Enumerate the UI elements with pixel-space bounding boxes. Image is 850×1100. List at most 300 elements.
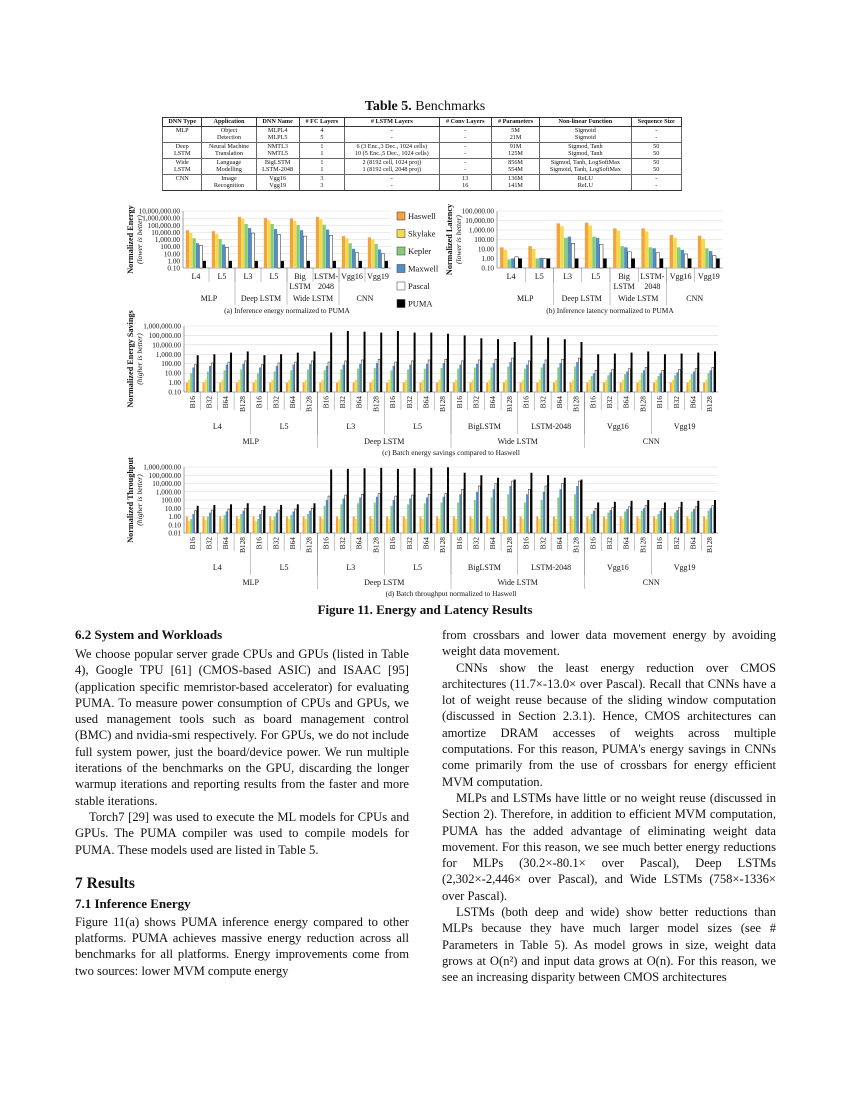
bar-kepler bbox=[620, 246, 623, 268]
bar-maxwell bbox=[543, 492, 545, 533]
bar-haswell bbox=[486, 517, 488, 534]
bar-haswell bbox=[203, 517, 205, 534]
x-tick-label: B32 bbox=[338, 396, 348, 409]
paragraph: LSTMs (both deep and wide) show better reductions than MLPs because they have much larger model sizes (see # Parameters in Table 5). As model grows in size, weight data grows at O(n²) and input data grows at O(n). For this reason, we see an increasing disparity between CMOS architectures bbox=[442, 905, 776, 985]
x-tick-label: B16 bbox=[187, 537, 197, 550]
bar-skylake bbox=[205, 380, 207, 392]
table-cell: 16 bbox=[439, 182, 491, 190]
bar-skylake bbox=[293, 221, 296, 268]
bar-maxwell bbox=[209, 513, 211, 533]
bar-haswell bbox=[319, 383, 321, 392]
y-tick-label: 10,000.00 bbox=[152, 480, 181, 488]
bar-kepler bbox=[193, 238, 196, 268]
model-label: L5 bbox=[279, 563, 289, 572]
bar-maxwell bbox=[352, 249, 355, 268]
y-axis-sublabel: (lower is better) bbox=[135, 215, 144, 264]
bar-puma bbox=[380, 468, 382, 533]
bar-puma bbox=[631, 259, 634, 269]
y-axis-label: Normalized Latency bbox=[445, 203, 454, 276]
y-tick-label: 1,000.00 bbox=[468, 226, 494, 235]
bar-puma bbox=[681, 502, 683, 533]
bar-maxwell bbox=[222, 244, 225, 268]
bar-kepler bbox=[390, 370, 392, 392]
table-cell: MLP bbox=[163, 126, 202, 134]
bar-maxwell bbox=[543, 364, 545, 392]
x-tick-label: B32 bbox=[471, 537, 481, 550]
figure11-caption-text: Figure 11. Energy and Latency Results bbox=[317, 602, 533, 617]
bar-kepler bbox=[297, 225, 300, 268]
bar-kepler bbox=[207, 517, 209, 534]
bar-maxwell bbox=[300, 230, 303, 268]
x-tick-label: B32 bbox=[538, 537, 548, 550]
bar-maxwell bbox=[526, 494, 528, 533]
x-tick-label: B16 bbox=[321, 537, 331, 550]
x-tick-label: B16 bbox=[588, 396, 598, 409]
bar-skylake bbox=[388, 380, 390, 392]
bar-maxwell bbox=[376, 497, 378, 533]
y-tick-label: 0.10 bbox=[167, 264, 180, 273]
figure11-caption bbox=[0, 602, 850, 618]
chart-c bbox=[126, 310, 718, 457]
bar-haswell bbox=[703, 383, 705, 392]
bar-maxwell bbox=[443, 363, 445, 392]
bar-haswell bbox=[186, 230, 189, 268]
bar-skylake bbox=[505, 380, 507, 392]
bar-pascal bbox=[628, 252, 631, 268]
bar-skylake bbox=[617, 231, 620, 268]
y-tick-label: 1,000,000.00 bbox=[142, 214, 180, 223]
bar-haswell bbox=[470, 517, 472, 534]
bar-maxwell bbox=[593, 373, 595, 392]
bar-haswell bbox=[570, 517, 572, 534]
group-label: MLP bbox=[242, 437, 259, 446]
bar-kepler bbox=[607, 375, 609, 392]
bar-kepler bbox=[357, 503, 359, 533]
bar-haswell bbox=[269, 383, 271, 392]
bar-pascal bbox=[678, 369, 680, 392]
x-tick-label: 2048 bbox=[318, 282, 334, 291]
bar-puma bbox=[575, 259, 578, 269]
bar-skylake bbox=[589, 519, 591, 533]
table-cell: 13 bbox=[439, 174, 491, 182]
bar-haswell bbox=[636, 383, 638, 392]
bar-puma bbox=[230, 504, 232, 533]
table-cell: 125M bbox=[491, 150, 539, 158]
bar-kepler bbox=[290, 370, 292, 392]
x-tick-label: 2048 bbox=[644, 282, 661, 291]
x-tick-label: L5 bbox=[269, 272, 279, 281]
x-tick-label: LSTM bbox=[613, 282, 635, 291]
bar-maxwell bbox=[359, 364, 361, 392]
bar-puma bbox=[213, 505, 215, 533]
bar-maxwell bbox=[309, 364, 311, 392]
right-column bbox=[442, 627, 776, 986]
bar-maxwell bbox=[276, 513, 278, 533]
bar-puma bbox=[347, 331, 349, 392]
legend-swatch-puma bbox=[397, 300, 405, 308]
bar-puma bbox=[597, 354, 599, 392]
x-tick-label: B64 bbox=[221, 537, 231, 550]
bar-pascal bbox=[378, 494, 380, 533]
bar-pascal bbox=[228, 362, 230, 392]
bar-maxwell bbox=[192, 514, 194, 533]
bar-haswell bbox=[303, 517, 305, 534]
bar-skylake bbox=[538, 519, 540, 533]
table-cell: - bbox=[344, 182, 439, 190]
bar-puma bbox=[263, 506, 265, 533]
bar-haswell bbox=[353, 383, 355, 392]
bar-puma bbox=[647, 500, 649, 533]
y-tick-label: 1,000.00 bbox=[155, 488, 181, 497]
table-cell: LSTM-2048 bbox=[256, 166, 299, 174]
bar-skylake bbox=[605, 380, 607, 392]
bar-pascal bbox=[328, 362, 330, 392]
bar-pascal bbox=[512, 358, 514, 392]
group-label: MLP bbox=[517, 294, 534, 303]
x-tick-label: B16 bbox=[588, 537, 598, 550]
x-tick-label: LSTM bbox=[289, 282, 311, 291]
table-cell: 21M bbox=[491, 134, 539, 142]
bar-haswell bbox=[336, 517, 338, 534]
x-tick-label: B16 bbox=[454, 396, 464, 409]
bar-skylake bbox=[472, 519, 474, 533]
bar-pascal bbox=[228, 509, 230, 533]
table-cell: Sigmod, Tanh, LogSoftMax bbox=[540, 158, 631, 166]
bar-pascal bbox=[355, 252, 358, 268]
bar-kepler bbox=[190, 373, 192, 392]
bar-kepler bbox=[592, 237, 595, 268]
legend-label: Haswell bbox=[408, 211, 436, 221]
y-tick-label: 100.00 bbox=[474, 236, 494, 244]
table-header-cell: DNN Type bbox=[163, 118, 202, 127]
bar-haswell bbox=[536, 517, 538, 534]
bar-kepler bbox=[607, 513, 609, 533]
bar-pascal bbox=[628, 507, 630, 533]
bar-puma bbox=[464, 473, 466, 533]
bar-pascal bbox=[628, 369, 630, 392]
bar-puma bbox=[397, 469, 399, 533]
bar-skylake bbox=[705, 519, 707, 533]
bar-haswell bbox=[486, 383, 488, 392]
bar-skylake bbox=[532, 249, 535, 268]
bar-pascal bbox=[495, 484, 497, 534]
bar-puma bbox=[197, 355, 199, 392]
bar-kepler bbox=[271, 224, 274, 268]
table-cell: 5 bbox=[299, 134, 344, 142]
bar-maxwell bbox=[326, 500, 328, 533]
y-tick-label: 0.10 bbox=[481, 264, 494, 273]
bar-maxwell bbox=[676, 372, 678, 392]
bar-kepler bbox=[541, 500, 543, 533]
bar-maxwell bbox=[652, 248, 655, 268]
y-tick-label: 1.00 bbox=[168, 379, 181, 388]
bar-haswell bbox=[219, 517, 221, 534]
bar-pascal bbox=[515, 257, 518, 268]
bar-puma bbox=[247, 503, 249, 533]
y-tick-label: 0.10 bbox=[168, 521, 181, 530]
bar-maxwell bbox=[226, 365, 228, 392]
bar-skylake bbox=[189, 233, 192, 268]
bar-pascal bbox=[645, 506, 647, 533]
x-tick-label: B32 bbox=[271, 396, 281, 409]
bar-skylake bbox=[488, 519, 490, 533]
table-cell: - bbox=[439, 150, 491, 158]
bar-haswell bbox=[557, 223, 560, 268]
bar-haswell bbox=[368, 237, 371, 268]
bar-kepler bbox=[524, 502, 526, 533]
paragraph: MLPs and LSTMs have little or no weight reuse (discussed in Section 2). Therefore, in addition to efficient MVM computation, PUMA has the added advantage of eliminating weight data movement. For this reason, we see much better energy reductions for MLPs (30.2×-80.1× over Pascal), Deep LSTMs (2,302×-2,446× over Pascal), and Wide LSTMs (758×-1336× over Pascal). bbox=[442, 790, 776, 903]
bar-skylake bbox=[605, 519, 607, 533]
y-tick-label: 1,000,000.00 bbox=[143, 322, 181, 331]
bar-haswell bbox=[336, 383, 338, 392]
bar-maxwell bbox=[259, 514, 261, 533]
x-tick-label: B32 bbox=[404, 537, 414, 550]
bar-pascal bbox=[245, 361, 247, 392]
x-tick-label: B64 bbox=[621, 537, 631, 550]
bar-pascal bbox=[595, 508, 597, 533]
bar-puma bbox=[580, 480, 582, 533]
bar-haswell bbox=[613, 228, 616, 268]
x-tick-label: B16 bbox=[521, 537, 531, 550]
bar-skylake bbox=[267, 220, 270, 268]
legend-swatch-skylake bbox=[397, 230, 405, 238]
y-tick-label: 10.00 bbox=[163, 250, 180, 259]
y-tick-label: 0.10 bbox=[168, 388, 181, 397]
bar-puma bbox=[364, 332, 366, 392]
bar-maxwell bbox=[693, 509, 695, 533]
bar-haswell bbox=[238, 217, 241, 268]
bar-kepler bbox=[691, 374, 693, 392]
group-label: CNN bbox=[356, 294, 374, 303]
bar-pascal bbox=[261, 365, 263, 392]
bar-pascal bbox=[543, 259, 546, 269]
bar-haswell bbox=[653, 383, 655, 392]
bar-maxwell bbox=[710, 508, 712, 533]
x-tick-label: B64 bbox=[287, 396, 297, 409]
bar-skylake bbox=[372, 380, 374, 392]
bar-puma bbox=[547, 338, 549, 392]
bar-kepler bbox=[440, 502, 442, 533]
table-header-cell: # Parameters bbox=[491, 118, 539, 127]
x-tick-label: B64 bbox=[688, 537, 698, 550]
bar-skylake bbox=[288, 519, 290, 533]
bar-pascal bbox=[303, 236, 306, 268]
section-6-2-heading: 6.2 System and Workloads bbox=[75, 627, 223, 642]
bar-haswell bbox=[203, 383, 205, 392]
bar-pascal bbox=[195, 511, 197, 533]
model-label: Vgg19 bbox=[673, 422, 696, 431]
bar-maxwell bbox=[509, 362, 511, 392]
x-tick-label: B64 bbox=[554, 396, 564, 409]
model-label: BigLSTM bbox=[467, 563, 501, 572]
bar-skylake bbox=[372, 519, 374, 533]
table-cell: NMTL5 bbox=[256, 150, 299, 158]
table-cell: 1 (8192 cell, 2048 proj) bbox=[344, 166, 439, 174]
bar-haswell bbox=[603, 517, 605, 534]
bar-puma bbox=[664, 354, 666, 392]
bar-maxwell bbox=[559, 363, 561, 392]
bar-pascal bbox=[195, 365, 197, 392]
table-cell: Sigmoid, Tanh, LogSoftMax bbox=[540, 166, 631, 174]
bar-puma bbox=[447, 334, 449, 392]
legend-swatch-maxwell bbox=[397, 265, 405, 273]
bar-puma bbox=[514, 342, 516, 392]
bar-kepler bbox=[190, 519, 192, 533]
x-tick-label: B64 bbox=[421, 396, 431, 409]
bar-haswell bbox=[636, 517, 638, 534]
legend-swatch-kepler bbox=[397, 247, 405, 255]
bar-maxwell bbox=[610, 372, 612, 392]
x-tick-label: B64 bbox=[421, 537, 431, 550]
x-tick-label: B128 bbox=[504, 396, 514, 413]
table-cell: 5M bbox=[491, 126, 539, 134]
model-label: Vgg16 bbox=[606, 422, 629, 431]
bar-pascal bbox=[361, 494, 363, 533]
bar-maxwell bbox=[709, 251, 712, 268]
bar-kepler bbox=[374, 368, 376, 392]
bar-maxwell bbox=[393, 500, 395, 533]
bar-haswell bbox=[236, 517, 238, 534]
group-label: Deep LSTM bbox=[240, 294, 282, 303]
bar-maxwell bbox=[509, 486, 511, 533]
table-cell: - bbox=[631, 134, 681, 142]
bar-pascal bbox=[495, 359, 497, 392]
chart-title: (c) Batch energy savings compared to Haswell bbox=[382, 448, 520, 457]
bar-puma bbox=[530, 335, 532, 392]
chart-title: (d) Batch throughput normalized to Haswell bbox=[385, 589, 517, 598]
y-tick-label: 100,000.00 bbox=[461, 207, 494, 216]
bar-kepler bbox=[574, 494, 576, 533]
bar-haswell bbox=[219, 383, 221, 392]
bar-kepler bbox=[307, 514, 309, 533]
bar-haswell bbox=[670, 517, 672, 534]
bar-skylake bbox=[673, 238, 676, 268]
bar-pascal bbox=[211, 510, 213, 533]
bar-skylake bbox=[672, 380, 674, 392]
table-cell: - bbox=[631, 182, 681, 190]
table-cell: 554M bbox=[491, 166, 539, 174]
bar-kepler bbox=[274, 517, 276, 534]
bar-skylake bbox=[345, 238, 348, 268]
model-label: L4 bbox=[212, 563, 222, 572]
bar-kepler bbox=[657, 514, 659, 533]
bar-pascal bbox=[645, 367, 647, 392]
bar-maxwell bbox=[526, 365, 528, 392]
bar-puma bbox=[597, 502, 599, 533]
bar-kepler bbox=[224, 515, 226, 533]
bar-puma bbox=[430, 468, 432, 533]
bar-maxwell bbox=[681, 250, 684, 268]
bar-puma bbox=[564, 478, 566, 533]
x-tick-label: B128 bbox=[504, 537, 514, 554]
bar-skylake bbox=[338, 519, 340, 533]
bar-skylake bbox=[560, 226, 563, 268]
bar-kepler bbox=[574, 367, 576, 392]
group-label: CNN bbox=[642, 578, 660, 587]
bar-skylake bbox=[221, 519, 223, 533]
x-tick-label: B64 bbox=[287, 537, 297, 550]
bar-skylake bbox=[672, 519, 674, 533]
y-axis-label: Normalized Energy bbox=[126, 205, 135, 274]
bar-pascal bbox=[595, 370, 597, 392]
x-tick-label: B64 bbox=[688, 396, 698, 409]
bar-skylake bbox=[472, 380, 474, 392]
y-tick-label: 10,000,000.00 bbox=[138, 207, 180, 216]
bar-skylake bbox=[319, 219, 322, 268]
x-tick-label: L3 bbox=[243, 272, 253, 281]
bar-pascal bbox=[656, 253, 659, 268]
group-label: Deep LSTM bbox=[364, 437, 405, 446]
bar-skylake bbox=[702, 239, 705, 268]
bar-maxwell bbox=[326, 366, 328, 392]
chart-b bbox=[445, 203, 723, 315]
bar-pascal bbox=[428, 494, 430, 533]
bar-kepler bbox=[491, 498, 493, 533]
table-cell: NMTL3 bbox=[256, 142, 299, 150]
bar-kepler bbox=[224, 370, 226, 392]
bar-kepler bbox=[474, 500, 476, 533]
y-tick-label: 1,000.00 bbox=[154, 236, 180, 244]
bar-puma bbox=[480, 475, 482, 533]
x-tick-label: B128 bbox=[638, 537, 648, 554]
bar-skylake bbox=[622, 519, 624, 533]
bar-haswell bbox=[553, 517, 555, 534]
bar-pascal bbox=[612, 369, 614, 392]
bar-pascal bbox=[462, 489, 464, 533]
y-tick-label: 10.00 bbox=[164, 504, 181, 513]
bar-haswell bbox=[698, 236, 701, 268]
bar-haswell bbox=[303, 383, 305, 392]
table-header-cell: # FC Layers bbox=[299, 118, 344, 127]
bar-skylake bbox=[205, 520, 207, 533]
legend-label: Skylake bbox=[408, 228, 436, 239]
bar-skylake bbox=[522, 380, 524, 392]
group-label: Wide LSTM bbox=[497, 437, 538, 446]
paragraph: Torch7 [29] was used to execute the ML models for CPUs and GPUs. The PUMA compiler was used to compile models for PUMA. These models used are listed in Table 5. bbox=[75, 809, 409, 857]
table-cell: - bbox=[439, 158, 491, 166]
bar-skylake bbox=[322, 519, 324, 533]
bar-maxwell bbox=[409, 365, 411, 392]
bar-maxwell bbox=[326, 230, 329, 268]
bar-puma bbox=[714, 351, 716, 392]
bar-haswell bbox=[570, 383, 572, 392]
bar-puma bbox=[647, 351, 649, 392]
bar-maxwell bbox=[493, 489, 495, 533]
bar-puma bbox=[280, 505, 282, 533]
bar-haswell bbox=[686, 517, 688, 534]
x-tick-label: B32 bbox=[271, 537, 281, 550]
bar-haswell bbox=[586, 517, 588, 534]
bar-pascal bbox=[225, 247, 228, 268]
bar-kepler bbox=[536, 259, 539, 269]
table-cell: BigLSTM bbox=[256, 158, 299, 166]
bar-pascal bbox=[562, 359, 564, 392]
bar-skylake bbox=[238, 519, 240, 533]
x-tick-label: B128 bbox=[371, 396, 381, 413]
bar-skylake bbox=[422, 519, 424, 533]
bar-haswell bbox=[436, 517, 438, 534]
bar-maxwell bbox=[409, 499, 411, 533]
bar-haswell bbox=[500, 247, 503, 268]
bar-maxwell bbox=[559, 489, 561, 533]
bar-puma bbox=[430, 333, 432, 392]
x-tick-label: B32 bbox=[605, 537, 615, 550]
bar-pascal bbox=[251, 233, 254, 268]
bar-skylake bbox=[355, 519, 357, 533]
model-label: L5 bbox=[413, 563, 423, 572]
table-cell: Vgg19 bbox=[256, 182, 299, 190]
y-tick-label: 10,000.00 bbox=[151, 228, 180, 237]
